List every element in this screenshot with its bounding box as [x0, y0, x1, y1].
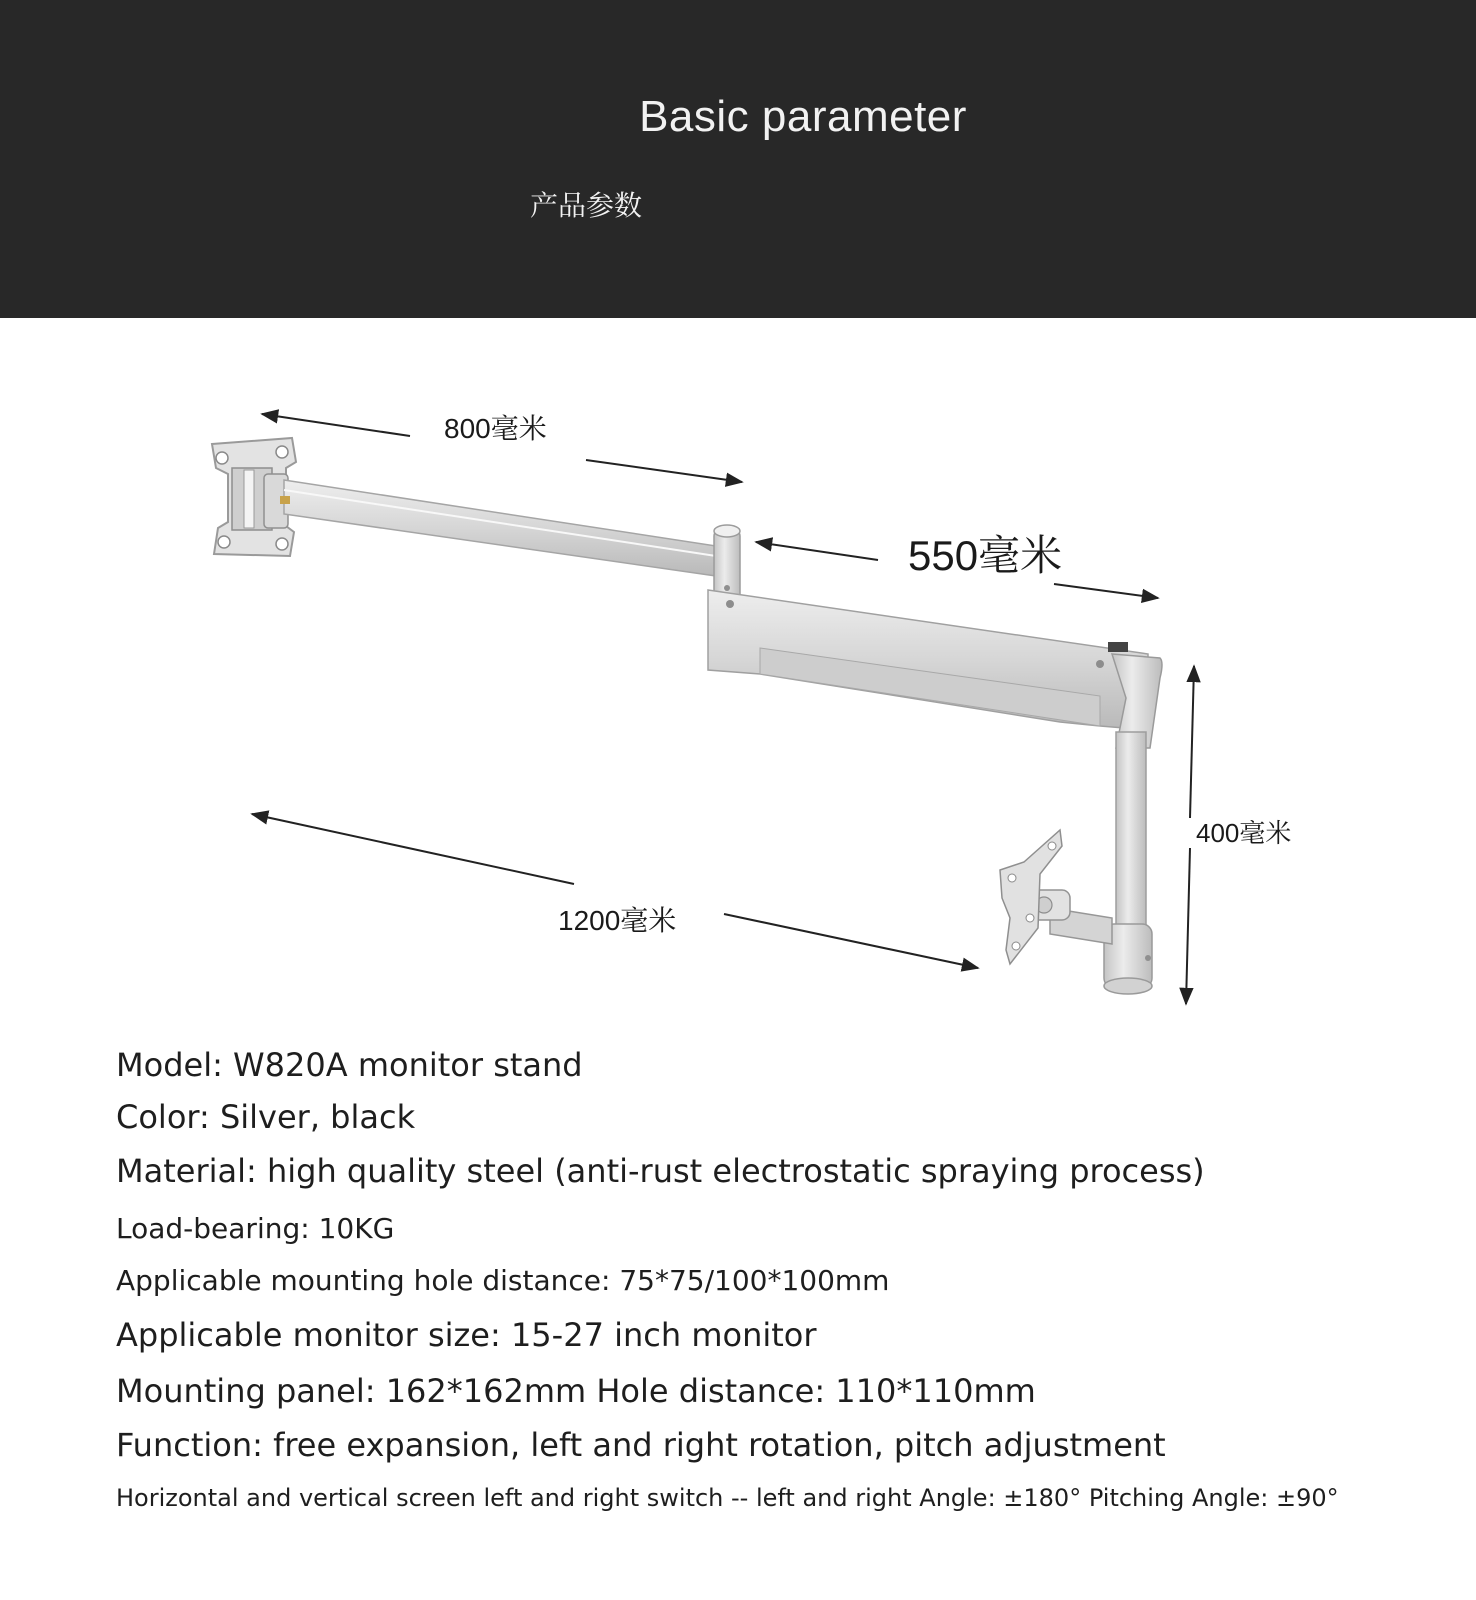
dimension-label-400: 400毫米: [1196, 818, 1292, 848]
dimension-550: [756, 532, 1158, 598]
page-title: Basic parameter: [639, 92, 967, 141]
spec-monitor-size: Applicable monitor size: 15-27 inch monitor: [116, 1316, 817, 1354]
spec-function: Function: free expansion, left and right rotation, pitch adjustment: [116, 1426, 1166, 1464]
spec-mounting-hole-distance: Applicable mounting hole distance: 75*75/100*100mm: [116, 1264, 890, 1297]
spec-material: Material: high quality steel (anti-rust electrostatic spraying process): [116, 1152, 1205, 1190]
spec-color: Color: Silver, black: [116, 1098, 416, 1136]
forearm: [708, 590, 1148, 730]
spec-load-bearing: Load-bearing: 10KG: [116, 1212, 395, 1245]
dimension-label-550: 550毫米: [908, 532, 1063, 579]
dimension-800: [262, 413, 742, 482]
dimension-label-1200: 1200毫米: [558, 905, 677, 936]
spec-mounting-panel: Mounting panel: 162*162mm Hole distance: 110*110mm: [116, 1372, 1036, 1410]
upper-arm: [280, 480, 716, 576]
spec-model: Model: W820A monitor stand: [116, 1046, 583, 1084]
page-subtitle: 产品参数: [530, 189, 643, 222]
dimension-label-800: 800毫米: [444, 413, 547, 444]
dimension-400: [1186, 666, 1291, 1004]
header-banner: [0, 0, 1476, 318]
dimension-1200: [252, 814, 978, 968]
monitor-arm-diagram: [0, 318, 1476, 1038]
vertical-pole: [1104, 732, 1152, 994]
spec-switch-angles: Horizontal and vertical screen left and right switch -- left and right Angle: ±180° Pitching Angle: ±90°: [116, 1484, 1339, 1512]
vesa-mount-head: [1000, 830, 1112, 964]
